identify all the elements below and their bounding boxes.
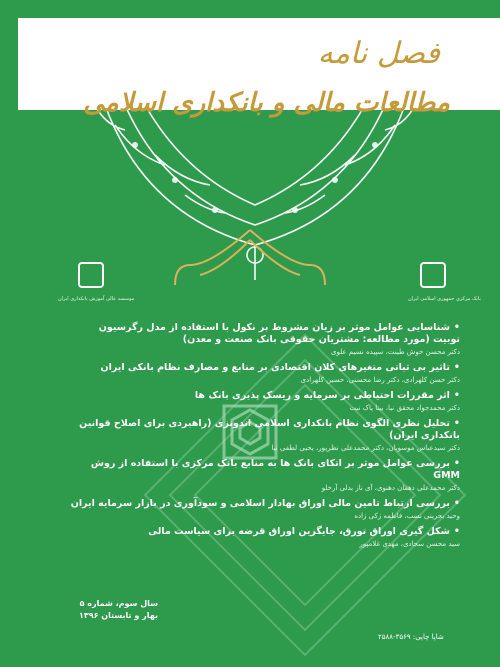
article-authors: دکتر سیدعباس موسویان، دکتر محمدعلی نظرپور، یحیی لطفی نیا bbox=[271, 444, 460, 452]
bullet-icon: • bbox=[453, 362, 460, 373]
article-list bbox=[70, 322, 460, 554]
bullet-icon: • bbox=[453, 418, 460, 429]
article-item bbox=[70, 390, 460, 413]
journal-title-line1: فصل نامه bbox=[317, 36, 440, 71]
article-authors: دکتر محمدعلی دهقان دهنوی، آی ناز بدلی آرخلو bbox=[321, 484, 460, 492]
institute-name: موسسه عالی آموزش بانکداری ایران bbox=[58, 296, 135, 302]
article-authors: دکتر محسن خوش طینت، سپیده نسیم علوی bbox=[330, 348, 460, 356]
issue-volume: سال سوم، شماره ۵ bbox=[79, 599, 158, 608]
article-item bbox=[70, 418, 460, 453]
article-item bbox=[70, 362, 460, 385]
journal-title-line2: مطالعات مالی و بانکداری اسلامی bbox=[83, 88, 450, 118]
article-title: بررسی ارتباط تامین مالی اوراق بهادار اسلامی و سودآوری در بازار سرمایه ایران bbox=[70, 498, 450, 509]
article-title: شکل گیری اوراق تورق، جایگزین اوراق قرضه برای سیاست مالی bbox=[148, 526, 450, 537]
issn-number: شاپا چاپی: ۳۵۶۹-۲۵۸۸ bbox=[378, 633, 444, 641]
article-title: شناسایی عوامل موثر بر زیان مشروط بر نکول با استفاده از مدل رگرسیون توبیت (مورد مطالعه: مشتریان حقوقی بانک صنعت و معدن) bbox=[98, 322, 460, 345]
bullet-icon: • bbox=[453, 498, 460, 509]
article-title: تاثیر بی ثباتی متغیرهای کلان اقتصادی بر منابع و مصارف نظام بانکی ایران bbox=[100, 362, 450, 373]
bullet-icon: • bbox=[453, 390, 460, 401]
bullet-icon: • bbox=[453, 526, 460, 537]
article-item bbox=[70, 526, 460, 549]
article-item bbox=[70, 458, 460, 493]
institute-logo-icon bbox=[78, 262, 104, 288]
article-authors: سید محسن سجادی، مهدی غلامپور bbox=[359, 540, 460, 548]
central-bank-name: بانک مرکزی جمهوری اسلامی ایران bbox=[408, 296, 481, 302]
article-title: اثر مقررات احتیاطی بر سرمایه و ریسک پذیری بانک ها bbox=[194, 390, 450, 401]
issue-season: بهار و تابستان ۱۳۹۶ bbox=[78, 611, 158, 620]
article-item bbox=[70, 498, 460, 521]
article-title: بررسی عوامل موثر بر اتکای بانک ها به منابع بانک مرکزی با استفاده از روش GMM bbox=[90, 458, 460, 481]
central-bank-logo-icon bbox=[420, 262, 446, 288]
article-authors: وحید بحرینی نسب، فاطمه زکی زاده bbox=[354, 512, 460, 520]
article-authors: دکتر حسن کلهرادی، دکتر رضا محسنی، حسین کلهرادی bbox=[300, 376, 460, 384]
article-authors: دکتر محمدجواد محقق نیا، بیتا پاک نیت bbox=[349, 404, 460, 412]
bullet-icon: • bbox=[453, 322, 460, 333]
issue-info bbox=[68, 598, 158, 622]
article-title: تحلیل نظری الگوی نظام بانکداری اسلامی اندونزی (راهبردی برای اصلاح قوانین بانکداری ایران) bbox=[79, 418, 460, 441]
article-item bbox=[70, 322, 460, 357]
bullet-icon: • bbox=[453, 458, 460, 469]
